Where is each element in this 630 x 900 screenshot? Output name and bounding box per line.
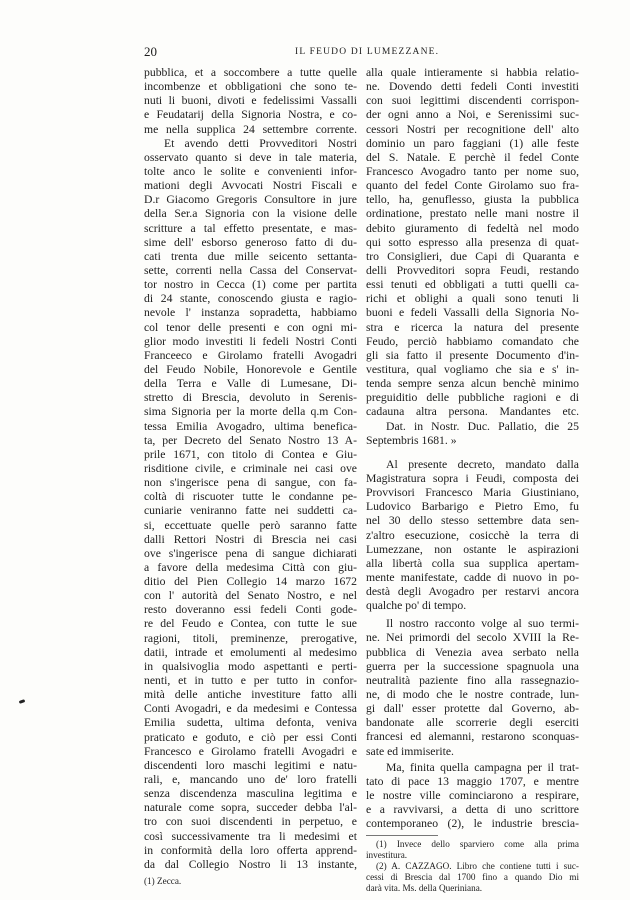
left-column-line: col tenor delle presenti e con ogni mi- <box>144 320 357 334</box>
left-column-line: rali, e, mancando uno de' loro fratelli <box>144 773 357 787</box>
footnote-rule <box>366 835 438 836</box>
left-column-line: ta, per Decreto del Senato Nostro 13 A- <box>144 433 357 447</box>
right-column-line: mente manifestate, cadde di nuovo in po- <box>366 570 579 584</box>
left-column-line: ragioni, titoli, preminenze, prerogative, <box>144 631 357 645</box>
right-column-line: qualche po' di tempo. <box>366 599 467 613</box>
left-column-line: si, eccettuate quelle però saranno fatte <box>144 518 357 532</box>
left-column-line: in conformità della loro offerta apprend- <box>144 843 357 857</box>
right-column-line: Magistratura sopra i Feudi, composta dei <box>366 471 579 485</box>
right-column-line: Francesco Avogadro tanto per nome suo, <box>366 164 579 178</box>
right-column-line: ne. Dovendo detti fedeli Conti investiti <box>366 80 579 94</box>
right-column-line: buoni e fedeli Vassalli della Signoria No- <box>366 306 579 320</box>
left-column-line: naturale come sopra, succeder debba l'al- <box>144 801 357 815</box>
left-column-line: del Feudo Nobile, Honorevole e Gentile <box>144 362 357 376</box>
left-column-line: discendenti loro maschi legitimi e natu- <box>144 758 357 772</box>
right-column-line: alla quale intieramente si habbia relatio- <box>366 66 579 79</box>
right-column-line: Septembris 1681. » <box>366 433 457 447</box>
left-column-line: incombenze et obbligationi che sono te- <box>144 80 357 94</box>
footnote-line: (1) Invece dello sparviero come alla prima <box>376 839 579 850</box>
right-column-line: cadauna altra persona. Mandantes etc. <box>366 405 579 419</box>
page-number: 20 <box>144 44 157 59</box>
right-column-line: qui sotto espresso alla presenza di quat- <box>366 235 579 249</box>
left-column-line: sette, correnti nella Cassa del Conservat- <box>144 263 357 277</box>
right-column-line: preguiditio delle pubbliche ragioni e di <box>366 391 579 405</box>
footnote-line: (2) A. CAZZAGO. Libro che contiene tutti i suc- <box>376 861 579 872</box>
left-column-line: prile 1671, con titolo di Contea e Giu- <box>144 447 357 461</box>
right-column-line: guerra per la successione spagnuola una <box>366 659 579 673</box>
left-column-line: me nella supplica 24 settembre corrente. <box>144 122 357 136</box>
left-column-line: ove s'ingerisce pena di sangue dichiarati <box>144 546 357 560</box>
left-column-line: osservato quanto si deve in tale materia, <box>144 150 357 164</box>
right-column-line: Provvisori Francesco Maria Giustiniano, <box>366 486 579 500</box>
left-column-line: tro con suoi discendenti in perpetuo, e <box>144 815 357 829</box>
left-column-line: risditione civile, e criminale nei casi ove <box>144 461 357 475</box>
right-column-line: destà degli Avogadro per restarvi ancora <box>366 585 579 599</box>
left-column-line: dalli Rettori Nostri di Brescia nei casi <box>144 532 357 546</box>
left-column-line: stretto di Brescia, devoluto in Serenis- <box>144 391 357 405</box>
right-column-line: essi tenuti ed obbligati a tutti quelli ca- <box>366 278 579 292</box>
left-column-line: tor nostro in Cecca (1) come per partita <box>144 278 357 292</box>
left-column-line: tolte anco le solite e convenienti infor- <box>144 164 357 178</box>
right-column-line: bandonate alle scorrerie degli eserciti <box>366 716 579 730</box>
right-column-line: delli Provveditori sopra Feudi, restando <box>366 263 579 277</box>
right-column-line: sate ed immiserite. <box>366 744 454 758</box>
left-column-line: nuti li buoni, divoti e fedelissimi Vassalli <box>144 94 357 108</box>
right-column <box>366 66 579 894</box>
left-column-line: cuniarie veniranno fatte nei suddetti ca- <box>144 504 357 518</box>
left-column-line: sima Signoria per la morte della q.m Con- <box>144 405 357 419</box>
left-column-line: ditio del Pien Collegio 14 marzo 1672 <box>144 575 357 589</box>
margin-mark <box>19 699 26 704</box>
left-column-line: D.r Giacomo Gregoris Consultore in jure <box>144 193 357 207</box>
left-column-line: da dal Collegio Nostro li 13 instante, <box>144 857 357 871</box>
right-column-line: e a ravvivarsi, a detta di uno scrittore <box>366 803 579 817</box>
right-column-line: Al presente decreto, mandato dalla <box>386 457 579 471</box>
right-column-line: alla libertà colla sua supplica apertam- <box>366 556 579 570</box>
left-column-line: con l' autorità del Senato Nostro, e nel <box>144 589 357 603</box>
right-column-line: der ogni anno a Noi, e Serenissimi suc- <box>366 108 579 122</box>
right-column-line: ne. Nei primordi del secolo XVIII la Re- <box>366 631 579 645</box>
running-title: IL FEUDO DI LUMEZZANE. <box>295 47 440 57</box>
right-column-line: gi dall' esser protette dal Governo, ab- <box>366 702 579 716</box>
left-column-line: coltà di riscuoter tutte le condanne pe- <box>144 490 357 504</box>
right-column-line: dominio un paro faggiani (1) alle feste <box>366 136 579 150</box>
footnote-line: investitura. <box>366 850 408 861</box>
right-column-line: gli sia fatto il presente Documento d'in- <box>366 348 579 362</box>
right-column-line: ordinatione, prestato nelle mani nostre il <box>366 207 579 221</box>
right-column-line: debito giuramento di fedeltà nel modo <box>366 221 579 235</box>
right-column-line: le nostre ville cominciarono a respirare, <box>366 789 579 803</box>
footnote-line: darà vita. Ms. della Queriniana. <box>366 883 483 894</box>
left-column-line: e Feudatarij della Signoria Nostra, e co- <box>144 108 357 122</box>
right-column-line: del S. Natale. E perchè il fedel Conte <box>366 150 579 164</box>
left-column-line: nevole l' instanza sopradetta, habbiamo <box>144 306 357 320</box>
right-column-line: Feudo, perciò habbiamo comandato che <box>366 334 579 348</box>
right-column-line: tenda sempre senza alcun benchè minimo <box>366 377 579 391</box>
footnotes <box>366 839 579 894</box>
right-column-line: pubblica di Venezia avea serbato nella <box>366 645 579 659</box>
left-column-line: Franceeco e Girolamo fratelli Avogadri <box>144 348 357 362</box>
left-column-line: della Ser.a Signoria con la visione delle <box>144 207 357 221</box>
right-column-line: Dat. in Nostr. Duc. Pallatio, die 25 <box>386 419 579 433</box>
left-column-line: della Terra e Valle di Lumesane, Di- <box>144 377 357 391</box>
left-column-line: cati trenta due mille seicento settanta- <box>144 249 357 263</box>
left-column-line: sime dell' esborso generoso fatto di du- <box>144 235 357 249</box>
right-column-line: Lumezzane, non ostante le aspirazioni <box>366 542 579 556</box>
left-column-line: re del Feudo e Contea, con tutte le sue <box>144 617 357 631</box>
left-column-line: glior modo investiti li fedeli Nostri Conti <box>144 334 357 348</box>
left-column-line: a favore della medesima Città con giu- <box>144 560 357 574</box>
left-column-line: tessa Emilia Avogadro, ultima benefica- <box>144 419 357 433</box>
right-column-line: Ma, finita quella campagna per il trat- <box>386 760 579 774</box>
right-column-line: cessori Nostri per recognitione dell' alto <box>366 122 579 136</box>
right-column-line: neutralità paziente fino alla rassegnazio- <box>366 673 579 687</box>
left-column-line: Et avendo detti Provveditori Nostri <box>164 136 357 150</box>
left-column-line: nenti, et in tutto e per tutto in confor- <box>144 674 357 688</box>
right-column-line: tello, ha, genuflesso, giusta la pubblica <box>366 193 579 207</box>
left-column-line: mità delle antiche investiture fatto alli <box>144 688 357 702</box>
left-column-line: Francesco e Girolamo fratelli Avogadri e <box>144 744 357 758</box>
left-column-line: datii, intrade et emolumenti al medesimo <box>144 645 357 659</box>
right-column-line: nel 30 dello stesso settembre data sen- <box>366 514 579 528</box>
right-column-line: Ludovico Barbarigo e Pietro Emo, fu <box>366 500 579 514</box>
left-column-line: di 24 stante, conoscendo giusta e ragio- <box>144 292 357 306</box>
right-column-line: quanto del fedel Conte Girolamo suo fra- <box>366 179 579 193</box>
left-column-line: non s'ingerisce pena di sangue, con fa- <box>144 476 357 490</box>
right-column-line: vestitura, qual vogliamo che sia e s' in- <box>366 362 579 376</box>
right-column-line: con suoi legittimi discendenti corrispon- <box>366 94 579 108</box>
left-column-line: pubblica, et a soccombere a tutte quelle <box>144 66 357 79</box>
right-column-line: contemporaneo (2), le industrie brescia- <box>366 817 579 831</box>
left-column <box>144 66 357 887</box>
left-column-line: in qualsivoglia modo aspettanti e perti- <box>144 659 357 673</box>
right-column-line: richi et oblighi a quali sono tenuti li <box>366 292 579 306</box>
left-column-line: senza discendenza masculina legitima e <box>144 787 357 801</box>
right-column-line: Il nostro racconto volge al suo termi- <box>386 617 579 631</box>
right-column-line: stra e ricerca la natura del presente <box>366 320 579 334</box>
left-column-line: mationi degli Avvocati Nostri Fiscali e <box>144 179 357 193</box>
right-column-line: tato di pace 13 maggio 1707, e mentre <box>366 774 579 788</box>
left-column-line: Emilia sudetta, ultima defonta, veniva <box>144 716 357 730</box>
left-column-line: resto doveranno essi fedeli Conti gode- <box>144 603 357 617</box>
right-column-line: z'altro esecuzione, cosicchè la terra di <box>366 528 579 542</box>
footnote: (1) Zecca. <box>144 876 182 887</box>
right-column-line: tro Consiglieri, due Capi di Quaranta e <box>366 249 579 263</box>
left-column-line: Conti Avogadri, e da medesimi e Contessa <box>144 702 357 716</box>
left-column-line: scritture a tal effetto presentate, e mas- <box>144 221 357 235</box>
right-column-line: francesi ed alemanni, restarono sconquas- <box>366 730 579 744</box>
right-column-line: ne, di modo che le nostre contrade, lun- <box>366 688 579 702</box>
left-column-line: così successivamente tra li medesimi et <box>144 829 357 843</box>
footnote-line: cessi di Brescia dal 1700 fino a quando Dio mi <box>366 872 579 883</box>
left-column-line: praticato e goduto, e ciò per essi Conti <box>144 730 357 744</box>
